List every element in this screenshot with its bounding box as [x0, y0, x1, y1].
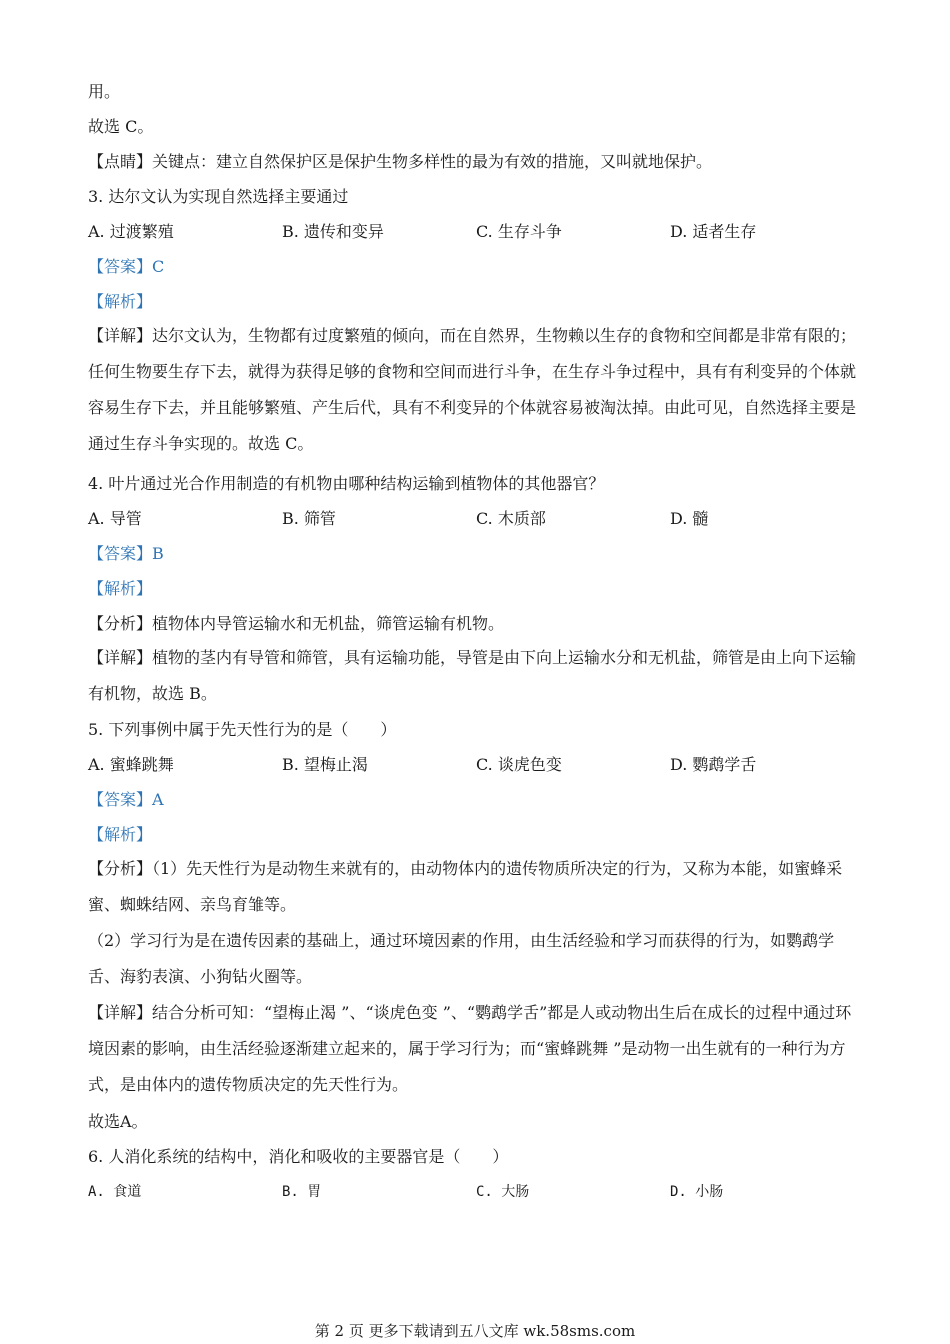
analysis-label: 【解析】 [88, 825, 153, 844]
question-4: 4. 叶片通过光合作用制造的有机物由哪种结构运输到植物体的其他器官？ [88, 474, 605, 493]
analysis-note: 【分析】（1）先天性行为是动物生来就有的，由动物体内的遗传物质所决定的行为，又称为本能，如蜜蜂采蜜、蜘蛛结网、亲鸟育雏等。 [88, 859, 843, 914]
option-a: A. 蜜蜂跳舞 [88, 755, 174, 774]
question-5: 5. 下列事例中属于先天性行为的是（ ） [88, 720, 397, 739]
option-b: B. 筛管 [282, 509, 336, 528]
option-a: A. 过渡繁殖 [88, 222, 174, 241]
text-line: 故选 C。 [88, 117, 154, 136]
question-3: 3. 达尔文认为实现自然选择主要通过 [88, 187, 349, 206]
analysis-label: 【解析】 [88, 579, 153, 598]
option-a: A. 食道 [88, 1184, 142, 1200]
answer-label: 【答案】C [88, 257, 165, 276]
option-d: D. 鹦鹉学舌 [670, 755, 757, 774]
analysis-note: （2）学习行为是在遗传因素的基础上，通过环境因素的作用，由生活经验和学习而获得的行为，如鹦鹉学舌、海豹表演、小狗钻火圈等。 [88, 931, 835, 986]
page-footer: 第 2 页 更多下载请到五八文库 wk.58sms.com [314, 1322, 636, 1340]
option-c: C. 木质部 [476, 509, 546, 528]
text-line: 故选A。 [88, 1112, 148, 1131]
detail-explanation: 【详解】达尔文认为，生物都有过度繁殖的倾向，而在自然界，生物赖以生存的食物和空间都是非常有限的；任何生物要生存下去，就得为获得足够的食物和空间而进行斗争，在生存斗争过程中，具有有利变异的个体就容易生存下去，并且能够繁殖、产生后代，具有不利变异的个体就容易被淘汰掉。由此可见，自然选择主要是通过生存斗争实现的。故选 C。 [88, 326, 857, 453]
option-a: A. 导管 [88, 509, 142, 528]
analysis-label: 【解析】 [88, 292, 153, 311]
analysis-note: 【分析】植物体内导管运输水和无机盐，筛管运输有机物。 [88, 614, 505, 633]
option-b: B. 望梅止渴 [282, 755, 368, 774]
option-d: D. 适者生存 [670, 222, 757, 241]
question-4-options [88, 509, 863, 529]
option-c: C. 谈虎色变 [476, 755, 562, 774]
answer-label: 【答案】B [88, 544, 164, 563]
detail-explanation: 【详解】结合分析可知：“望梅止渴 ”、“谈虎色变 ”、“鹦鹉学舌”都是人或动物出生后在成长的过程中通过环境因素的影响，由生活经验逐渐建立起来的，属于学习行为；而“蜜蜂跳舞 ”是动物一出生就有的一种行为方式，是由体内的遗传物质决定的先天性行为。 [88, 1003, 852, 1094]
answer-label: 【答案】A [88, 790, 164, 809]
option-b: B. 胃 [282, 1184, 322, 1200]
detail-explanation: 【详解】植物的茎内有导管和筛管，具有运输功能，导管是由下向上运输水分和无机盐，筛管是由上向下运输有机物，故选 B。 [88, 648, 857, 703]
question-3-options [88, 222, 863, 242]
text-line: 用。 [88, 82, 121, 101]
question-6-options [88, 1182, 863, 1202]
option-c: C. 大肠 [476, 1184, 530, 1200]
option-d: D. 小肠 [670, 1184, 724, 1200]
key-point-note: 【点睛】关键点：建立自然保护区是保护生物多样性的最为有效的措施，又叫就地保护。 [88, 152, 713, 171]
question-5-options [88, 755, 863, 775]
option-b: B. 遗传和变异 [282, 222, 384, 241]
option-d: D. 髓 [670, 509, 709, 528]
option-c: C. 生存斗争 [476, 222, 562, 241]
question-6: 6. 人消化系统的结构中，消化和吸收的主要器官是（ ） [88, 1147, 509, 1166]
